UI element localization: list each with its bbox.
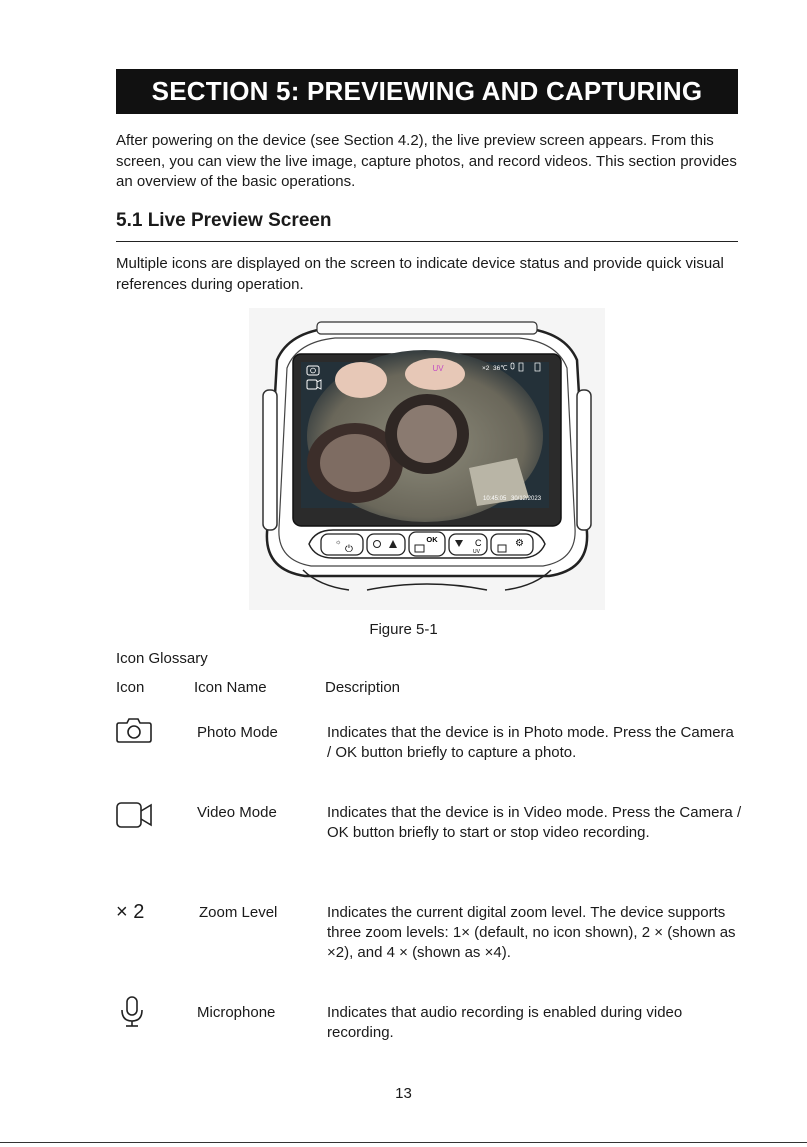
page-number: 13 — [395, 1085, 412, 1102]
column-header-description: Description — [325, 679, 401, 696]
glossary-desc-microphone: Indicates that audio recording is enabled during video recording. — [327, 1004, 683, 1041]
bottom-rule — [0, 1142, 807, 1143]
intro-paragraph: After powering on the device (see Section 4.2), the live preview screen appears. From this screen, you can view the live image, capture photos, and record videos. This section provides an overview of the basic operations. — [116, 132, 737, 190]
video-camera-icon — [116, 800, 154, 835]
glossary-name-video: Video Mode — [197, 804, 277, 821]
svg-text:⚙: ⚙ — [515, 538, 524, 549]
glossary-name-microphone: Microphone — [197, 1004, 276, 1021]
device-figure — [249, 308, 605, 610]
button-power[interactable] — [321, 534, 363, 555]
figure-caption: Figure 5-1 — [369, 621, 438, 638]
button-down-uv[interactable] — [449, 534, 487, 555]
device-illustration — [249, 308, 605, 610]
camera-icon — [116, 717, 152, 748]
svg-text:☼: ☼ — [335, 539, 342, 546]
microphone-icon — [119, 995, 145, 1034]
overlay-time: 10:45:05 — [483, 496, 507, 502]
column-header-name: Icon Name — [194, 679, 267, 696]
column-header-icon: Icon — [116, 679, 145, 696]
overlay-mode-label: UV — [432, 364, 444, 373]
button-zoom[interactable] — [367, 534, 405, 555]
live-preview-screen — [301, 350, 549, 522]
overlay-temperature: 36℃ — [493, 365, 508, 372]
glossary-desc-photo: Indicates that the device is in Photo mode. Press the Camera / OK button briefly to capture a photo. — [327, 724, 734, 761]
subsection-title: 5.1 Live Preview Screen — [116, 210, 332, 231]
subsection-rule — [116, 241, 738, 242]
uv-label: UV — [473, 549, 480, 555]
glossary-name-zoom: Zoom Level — [199, 904, 278, 921]
overlay-date: 30/12/2023 — [511, 496, 542, 502]
overlay-zoom: ×2 — [482, 365, 490, 372]
button-playback-settings[interactable] — [491, 534, 533, 555]
zoom-level-icon: × 2 — [116, 901, 145, 923]
glossary-title: Icon Glossary — [116, 650, 208, 667]
glossary-desc-video: Indicates that the device is in Video mode. Press the Camera / OK button briefly to start or stop video recording. — [327, 804, 742, 841]
subsection-paragraph: Multiple icons are displayed on the screen to indicate device status and provide quick visual references during operation. — [116, 255, 724, 293]
section-title: SECTION 5: PREVIEWING AND CAPTURING — [116, 69, 738, 114]
glossary-desc-zoom: Indicates the current digital zoom level. The device supports three zoom levels: 1× (default, no icon shown), 2 × (shown as ×2), and 4 × (shown as ×4). — [327, 904, 736, 961]
svg-text:⏻: ⏻ — [345, 544, 353, 555]
button-ok[interactable] — [409, 532, 445, 556]
svg-text:C: C — [475, 538, 482, 548]
ok-label: OK — [426, 535, 438, 544]
glossary-name-photo: Photo Mode — [197, 724, 278, 741]
